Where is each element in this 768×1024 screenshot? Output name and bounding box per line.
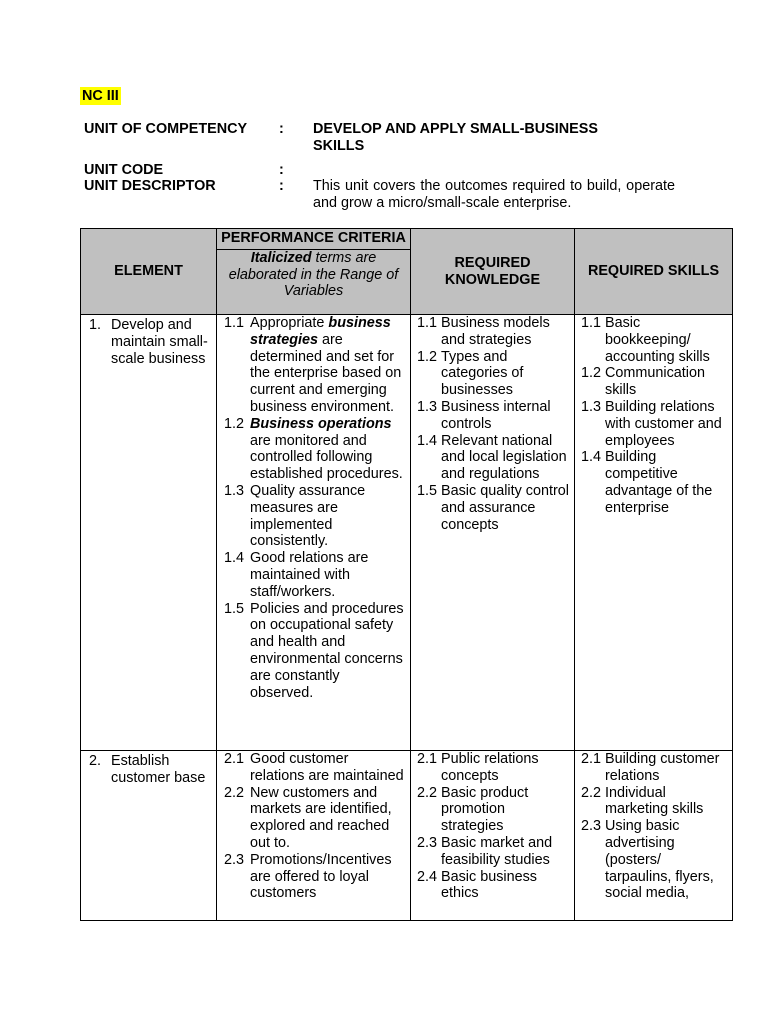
knowledge-number: 2.4	[417, 868, 438, 885]
criteria-post: are determined and set for the enterprise based on current and emerging business environment.	[250, 331, 402, 415]
criteria-post: are monitored and controlled following established procedures.	[250, 432, 403, 483]
criteria-number: 2.3	[224, 851, 245, 868]
knowledge-item	[417, 869, 570, 903]
knowledge-number: 1.2	[417, 348, 438, 365]
header-required-skills: REQUIRED SKILLS	[575, 229, 733, 315]
skill-text: Building customer relations	[605, 751, 720, 784]
knowledge-text: Business models and strategies	[441, 315, 550, 348]
knowledge-text: Relevant national and local legislation and regulations	[441, 432, 567, 483]
skill-number: 1.4	[581, 449, 602, 466]
criteria-pre: Good customer relations are maintained	[250, 751, 404, 784]
skill-number: 1.3	[581, 398, 602, 415]
knowledge-item	[417, 433, 570, 483]
criteria-number: 2.2	[224, 784, 245, 801]
note-rest: terms are elaborated in the Range of Variables	[228, 249, 399, 300]
element-number: 2.	[89, 753, 102, 769]
colon: :	[279, 121, 284, 137]
knowledge-number: 1.1	[417, 315, 438, 331]
knowledge-item	[417, 349, 570, 399]
header-performance-criteria	[217, 229, 411, 315]
knowledge-cell	[411, 315, 575, 751]
skill-text: Building competitive advantage of the enterprise	[605, 449, 713, 516]
criteria-text	[250, 785, 406, 852]
colon: :	[279, 162, 284, 178]
knowledge-cell	[411, 751, 575, 921]
element-text: Establish customer base	[111, 753, 206, 786]
skill-number: 2.3	[581, 818, 602, 835]
knowledge-text: Public relations concepts	[441, 751, 539, 784]
skill-text: Building relations with customer and employees	[605, 398, 722, 449]
criteria-text	[250, 315, 406, 416]
knowledge-number: 1.3	[417, 398, 438, 415]
criteria-item	[224, 601, 406, 702]
skill-text: Communication skills	[605, 365, 705, 399]
criteria-emphasis: business strategies	[250, 315, 391, 348]
knowledge-text: Business internal controls	[441, 398, 551, 432]
criteria-number: 1.1	[224, 315, 245, 331]
knowledge-item	[417, 483, 570, 533]
unit-descriptor-label: UNIT DESCRIPTOR	[84, 178, 216, 194]
skill-item	[581, 399, 728, 449]
skill-text: Using basic advertising (posters/ tarpaulins, flyers, social media,	[605, 818, 714, 902]
element-number: 1.	[89, 317, 102, 333]
knowledge-item	[417, 785, 570, 835]
criteria-item	[224, 315, 406, 416]
skill-text: Individual marketing skills	[605, 784, 704, 818]
element-cell	[81, 751, 217, 921]
criteria-number: 1.4	[224, 550, 245, 567]
knowledge-text: Basic quality control and assurance concepts	[441, 482, 569, 533]
unit-of-competency-label: UNIT OF COMPETENCY	[84, 121, 248, 137]
skill-item	[581, 785, 728, 819]
skill-number: 2.2	[581, 784, 602, 801]
criteria-pre: Promotions/Incentives are offered to loyal customers	[250, 851, 392, 902]
colon: :	[279, 178, 284, 194]
knowledge-item	[417, 751, 570, 785]
performance-criteria-title: PERFORMANCE CRITERIA	[217, 229, 410, 250]
skill-item	[581, 315, 728, 365]
criteria-text	[250, 751, 406, 785]
criteria-text	[250, 416, 406, 483]
knowledge-item	[417, 399, 570, 433]
skill-number: 2.1	[581, 751, 602, 767]
criteria-cell	[217, 315, 411, 751]
criteria-number: 1.5	[224, 600, 245, 617]
skills-cell	[575, 315, 733, 751]
knowledge-item	[417, 315, 570, 349]
criteria-text	[250, 601, 406, 702]
unit-of-competency-value: DEVELOP AND APPLY SMALL-BUSINESS SKILLS	[313, 121, 598, 154]
criteria-item	[224, 785, 406, 852]
criteria-item	[224, 416, 406, 483]
criteria-number: 1.2	[224, 415, 245, 432]
skill-item	[581, 818, 728, 902]
performance-criteria-note	[217, 250, 410, 304]
knowledge-number: 2.3	[417, 834, 438, 851]
unit-code-label: UNIT CODE	[84, 162, 164, 178]
criteria-number: 2.1	[224, 751, 245, 767]
skill-number: 1.1	[581, 315, 602, 331]
criteria-pre: Appropriate	[250, 315, 329, 331]
knowledge-number: 1.4	[417, 432, 438, 449]
criteria-item	[224, 852, 406, 902]
note-emphasis: Italicized	[250, 249, 312, 266]
skills-cell	[575, 751, 733, 921]
criteria-pre: New customers and markets are identified, explored and reached out to.	[250, 784, 392, 851]
knowledge-item	[417, 835, 570, 869]
skill-number: 1.2	[581, 365, 602, 382]
skill-item	[581, 751, 728, 785]
skill-text: Basic bookkeeping/ accounting skills	[605, 315, 710, 365]
criteria-item	[224, 483, 406, 550]
element-text: Develop and maintain small-scale business	[111, 317, 208, 367]
criteria-pre: Policies and procedures on occupational safety and health and environmental concerns are constantly observed.	[250, 600, 404, 701]
criteria-pre: Quality assurance measures are implemented consistently.	[250, 482, 366, 550]
knowledge-text: Basic product promotion strategies	[441, 784, 529, 835]
unit-descriptor-value: This unit covers the outcomes required to build, operate and grow a micro/small-scale enterprise.	[313, 178, 675, 211]
knowledge-number: 1.5	[417, 482, 438, 499]
criteria-item	[224, 751, 406, 785]
criteria-text	[250, 550, 406, 600]
knowledge-text: Types and categories of businesses	[441, 348, 524, 399]
skill-item	[581, 449, 728, 516]
qualification-level: NC III	[82, 88, 119, 104]
criteria-cell	[217, 751, 411, 921]
criteria-text	[250, 852, 406, 902]
header-element: ELEMENT	[81, 229, 217, 315]
knowledge-number: 2.1	[417, 751, 438, 767]
header-required-knowledge: REQUIRED KNOWLEDGE	[411, 229, 575, 315]
knowledge-text: Basic business ethics	[441, 868, 537, 902]
table-row	[81, 751, 733, 921]
skill-item	[581, 365, 728, 399]
criteria-pre: Good relations are maintained with staff/workers.	[250, 550, 369, 600]
knowledge-text: Basic market and feasibility studies	[441, 834, 553, 868]
knowledge-number: 2.2	[417, 784, 438, 801]
criteria-text	[250, 483, 406, 550]
competency-table	[80, 228, 733, 921]
table-row	[81, 315, 733, 751]
criteria-number: 1.3	[224, 482, 245, 499]
criteria-emphasis: Business operations	[250, 415, 392, 432]
criteria-item	[224, 550, 406, 600]
element-cell	[81, 315, 217, 751]
